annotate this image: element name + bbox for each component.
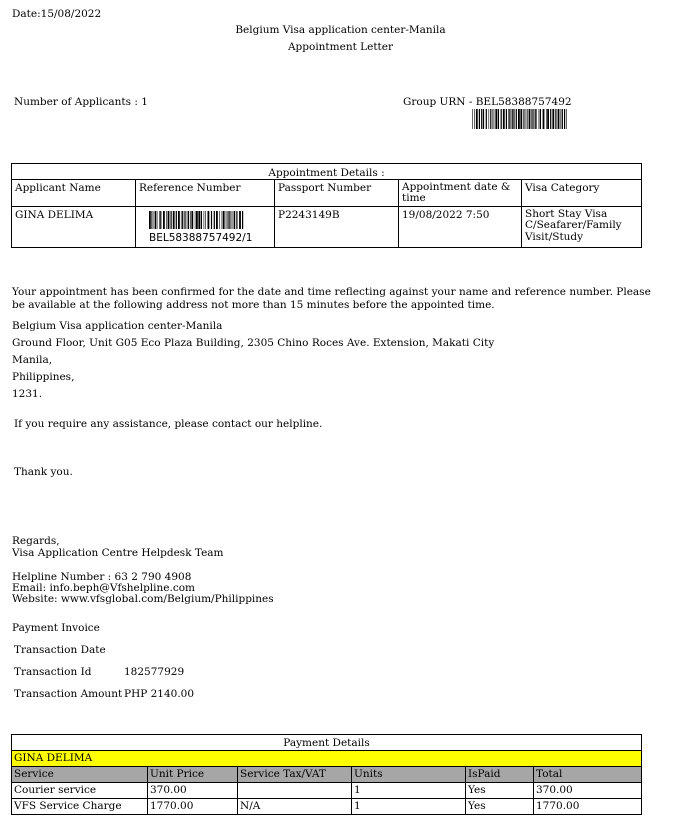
- cell-reference-number: [136, 206, 275, 247]
- payment-caption: Payment Details: [12, 735, 642, 751]
- pay-col-service: Service: [12, 766, 148, 782]
- payment-applicant-name: GINA DELIMA: [12, 750, 642, 766]
- pay-cell-units: 1: [352, 782, 466, 798]
- pay-col-ispaid: IsPaid: [466, 766, 534, 782]
- col-appointment-date: Appointment date & time: [399, 179, 522, 206]
- group-urn: Group URN - BEL58388757492: [403, 96, 572, 108]
- letter-date: Date:15/08/2022: [12, 8, 102, 20]
- pay-col-units: Units: [352, 766, 466, 782]
- pay-cell-total: 1770.00: [534, 798, 642, 814]
- payment-row: [12, 782, 642, 798]
- col-passport-number: Passport Number: [275, 179, 399, 206]
- transaction-date-label: Transaction Date: [14, 644, 106, 656]
- cell-passport-number: P2243149B: [275, 206, 399, 247]
- payment-row: [12, 798, 642, 814]
- transaction-id-label: Transaction Id: [14, 666, 92, 678]
- address-line-2: Ground Floor, Unit G05 Eco Plaza Building, 2305 Chino Roces Ave. Extension, Makati City: [12, 337, 495, 349]
- letter-title: Appointment Letter: [287, 41, 394, 53]
- pay-cell-unit-price: 1770.00: [148, 798, 238, 814]
- pay-cell-ispaid: Yes: [466, 782, 534, 798]
- appointment-caption: Appointment Details :: [12, 164, 642, 180]
- appointment-table: [11, 163, 642, 248]
- pay-cell-total: 370.00: [534, 782, 642, 798]
- pay-cell-service: VFS Service Charge: [12, 798, 148, 814]
- address-line-5: 1231.: [12, 388, 43, 400]
- cell-appointment-datetime: 19/08/2022 7:50: [399, 206, 522, 247]
- assistance-text: If you require any assistance, please contact our helpline.: [14, 418, 323, 430]
- team-text: Visa Application Centre Helpdesk Team: [12, 547, 224, 559]
- pay-col-total: Total: [534, 766, 642, 782]
- payment-table: [11, 734, 642, 815]
- cell-visa-category: Short Stay Visa C/Seafarer/Family Visit/Study: [522, 206, 642, 247]
- pay-cell-tax: N/A: [238, 798, 352, 814]
- reference-text: BEL58388757492/1: [149, 231, 253, 244]
- transaction-amount-value: PHP 2140.00: [124, 688, 195, 700]
- group-barcode-image: [472, 109, 568, 129]
- col-reference-number: Reference Number: [136, 179, 275, 206]
- pay-cell-units: 1: [352, 798, 466, 814]
- address-line-4: Philippines,: [12, 371, 75, 383]
- pay-cell-service: Courier service: [12, 782, 148, 798]
- transaction-amount-label: Transaction Amount: [14, 688, 123, 700]
- transaction-id-value: 182577929: [124, 666, 185, 678]
- cell-applicant-name: GINA DELIMA: [12, 206, 136, 247]
- address-line-1: Belgium Visa application center-Manila: [12, 320, 223, 332]
- address-line-3: Manila,: [12, 354, 53, 366]
- pay-cell-unit-price: 370.00: [148, 782, 238, 798]
- reference-barcode-image: [149, 211, 245, 229]
- pay-cell-ispaid: Yes: [466, 798, 534, 814]
- regards-text: Regards,: [12, 535, 60, 547]
- col-applicant-name: Applicant Name: [12, 179, 136, 206]
- helpline-email: Email: info.beph@Vfshelpline.com: [12, 582, 195, 594]
- pay-col-tax: Service Tax/VAT: [238, 766, 352, 782]
- pay-cell-tax: [238, 782, 352, 798]
- helpline-website: Website: www.vfsglobal.com/Belgium/Philippines: [12, 593, 274, 605]
- pay-col-unit-price: Unit Price: [148, 766, 238, 782]
- invoice-title: Payment Invoice: [12, 622, 100, 634]
- helpline-number: Helpline Number : 63 2 790 4908: [12, 571, 192, 583]
- thank-you-text: Thank you.: [14, 466, 73, 478]
- center-title: Belgium Visa application center-Manila: [235, 24, 446, 36]
- applicants-count: Number of Applicants : 1: [14, 96, 148, 108]
- confirmation-text: Your appointment has been confirmed for the date and time reflecting against your name and reference number. Please be available at the following address not more than 15 minutes before the appointed time.: [12, 286, 651, 311]
- col-visa-category: Visa Category: [522, 179, 642, 206]
